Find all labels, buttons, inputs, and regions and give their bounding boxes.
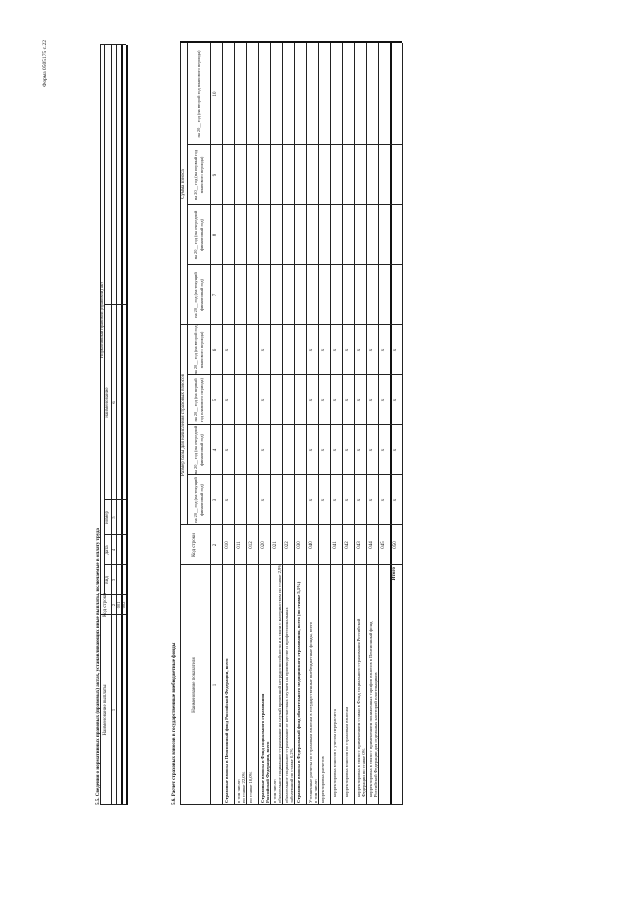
col-insurance-sum: Сумма взноса: [180, 169, 186, 199]
row-label-line2: Российской Федерации, всего: [265, 741, 270, 803]
colnum-5: 5: [213, 398, 219, 402]
row-label: корректировка в связи с применением ставки в Фонд социального страхования Российской: [356, 618, 361, 797]
row-mark-col6: x: [381, 348, 387, 352]
row-mark-col4: x: [333, 448, 339, 452]
row-mark-col6: x: [345, 348, 351, 352]
total-mark-col5: x: [393, 398, 399, 402]
col8-head: на 20__ год (на очередной финансовый год): [193, 210, 204, 260]
col-normative-act: Нормативный правовой (правовой) акт: [99, 281, 105, 359]
row-code: 043: [357, 541, 363, 549]
col-type: вид: [104, 576, 110, 584]
col-row-code: Код строки: [102, 593, 108, 617]
row-mark-col5: x: [309, 398, 315, 402]
colnum-10: 10: [213, 91, 219, 97]
row-label: корректировка взносов по страховым взносам: [344, 706, 349, 797]
colnum-3: 3: [110, 578, 116, 582]
row-label-line2: Российской Федерации для отдельных категорий плательщиков: [373, 672, 378, 797]
row-mark-col4: x: [225, 448, 231, 452]
row-mark-col3: x: [309, 498, 315, 502]
col4-head: на 20__ год (на очередной финансовый год): [193, 425, 204, 475]
colnum-1: 1: [110, 708, 116, 712]
row-mark-col5: x: [225, 398, 231, 402]
row-label: в том числе:: [236, 779, 241, 803]
row-label-line2: заболеваний по ставке 0,2%: [289, 748, 294, 803]
row-mark-col3: x: [357, 498, 363, 502]
row-mark-col3: x: [381, 498, 387, 502]
row-mark-col6: x: [333, 348, 339, 352]
row-label-line2: обязательное социальное страхование на случай временной нетрудоспособности и в связи с материнством по ставке 2,9%: [277, 563, 282, 803]
col-name: наименование: [104, 387, 110, 418]
row-mark-col6: x: [357, 348, 363, 352]
row-mark-col6: x: [309, 348, 315, 352]
row-mark-col3: x: [261, 498, 267, 502]
col-date: дата: [104, 545, 110, 555]
colnum-5: 5: [110, 516, 116, 519]
row-label-line2: Федерации по ставке 0%: [361, 748, 366, 797]
row-mark-col5: x: [357, 398, 363, 402]
row-code: 020: [261, 541, 267, 549]
col9-head: на 20__ год (на первый год планового периода): [193, 149, 204, 201]
colnum-8: 8: [213, 233, 219, 237]
total-row-code: 050: [393, 541, 399, 549]
row-mark-col3: x: [345, 498, 351, 502]
row-label: Страховые взносы в Фонд социального страхования: [260, 693, 265, 803]
total-label: Итого: [392, 567, 397, 581]
colnum-9: 9: [213, 173, 219, 177]
row-code: 010: [225, 541, 231, 549]
row-label: корректировка расчетов: [320, 756, 325, 803]
row-code: 030: [297, 541, 303, 549]
colnum-4: 4: [110, 548, 116, 552]
row-mark-col4: x: [381, 448, 387, 452]
colnum-1: 1: [213, 683, 219, 687]
col-number: номер: [104, 511, 110, 524]
row-label: обязательное социальное страхование от несчастных случаев на производстве и профессиональных: [284, 607, 289, 803]
row-label-line2: в том числе:: [313, 779, 318, 803]
total-mark-col4: x: [393, 448, 399, 452]
row-mark-col4: x: [345, 448, 351, 452]
total-mark-col3: x: [393, 498, 399, 502]
col5-head: на 20__ год (на первый год планового периода): [193, 378, 204, 422]
colnum-2: 2: [213, 543, 219, 547]
col-tax-base: Размер базы для начисления страховых взносов: [180, 374, 186, 476]
total-mark-col6: x: [393, 348, 399, 352]
row-mark-col3: x: [225, 498, 231, 502]
colnum-7: 7: [213, 293, 219, 297]
row-code: 021: [273, 541, 279, 549]
row-mark-col6: x: [225, 348, 231, 352]
row-mark-col4: x: [321, 448, 327, 452]
row-mark-col6: x: [369, 348, 375, 352]
row-mark-col3: x: [333, 498, 339, 502]
colnum-4: 4: [213, 448, 219, 452]
row-mark-col4: x: [309, 448, 315, 452]
row-mark-col3: x: [321, 498, 327, 502]
row-code: 041: [333, 541, 339, 549]
section-5-5-title: 5.5. Сведения о нормативных правовых (правовых) актах, устанавливающих иные выплаты, включаемые в оплату труда: [96, 528, 101, 805]
row-mark-col3: x: [369, 498, 375, 502]
row-label: Уточненные расчеты по страховым взносам в государственные внебюджетные фонды, всего: [308, 621, 313, 803]
row-label-line2: по ставке 22,0%: [241, 771, 246, 803]
col-row-code: Код строки: [192, 533, 198, 557]
row-mark-col5: x: [333, 398, 339, 402]
colnum-6: 6: [213, 348, 219, 352]
col3-head: на 20__ год (на текущий финансовый год): [193, 477, 204, 523]
row-label: корректировка взносов с учетом перерасчета: [332, 709, 337, 797]
row-label: корректировка в связи с применением пониженных тарифов взносов в Пенсионный фонд: [368, 621, 373, 797]
form-number: Форма 0505175 с.22: [42, 40, 48, 87]
row-mark-col5: x: [261, 398, 267, 402]
row-code: 045: [381, 541, 387, 549]
row-mark-col5: x: [321, 398, 327, 402]
colnum-6: 6: [110, 401, 116, 404]
row-mark-col5: x: [345, 398, 351, 402]
col-indicator-name: Наименование показателя: [192, 657, 198, 713]
row-code: 011: [237, 541, 243, 549]
row-code: 022: [285, 541, 291, 549]
row-code-002: 002: [120, 601, 126, 609]
row-label: Страховые взносы в Пенсионный фонд Российской Федерации, всего: [224, 658, 229, 803]
row-mark-col4: x: [261, 448, 267, 452]
row-mark-col6: x: [321, 348, 327, 352]
col6-head: на 20__ год (на второй год планового периода): [193, 325, 204, 375]
row-code: 042: [345, 541, 351, 549]
col-payer-name: Наименование выплаты: [102, 684, 108, 736]
col10-head: на 20__ год (на второй год планового периода): [195, 50, 201, 138]
colnum-2: 2: [110, 603, 116, 607]
row-mark-col4: x: [369, 448, 375, 452]
section-5-6-title: 5.6. Расчет страховых взносов в государственные внебюджетные фонды: [172, 642, 177, 805]
colnum-3: 3: [213, 498, 219, 502]
row-label: Страховые взносы в Федеральный фонд обязательного медицинского страхования, всего (по ставке 5,1%): [296, 581, 301, 803]
row-label: в том числе:: [272, 779, 277, 803]
row-code: 012: [249, 541, 255, 549]
row-code: 044: [369, 541, 375, 549]
row-mark-col4: x: [357, 448, 363, 452]
row-code-001: 001: [115, 601, 121, 609]
row-mark-col5: x: [369, 398, 375, 402]
row-code: 040: [309, 541, 315, 549]
row-label: по ставке 10,0%: [248, 771, 253, 803]
col7-head: на 20__ год (на текущий финансовый год): [193, 272, 204, 318]
row-mark-col6: x: [261, 348, 267, 352]
row-mark-col5: x: [381, 398, 387, 402]
